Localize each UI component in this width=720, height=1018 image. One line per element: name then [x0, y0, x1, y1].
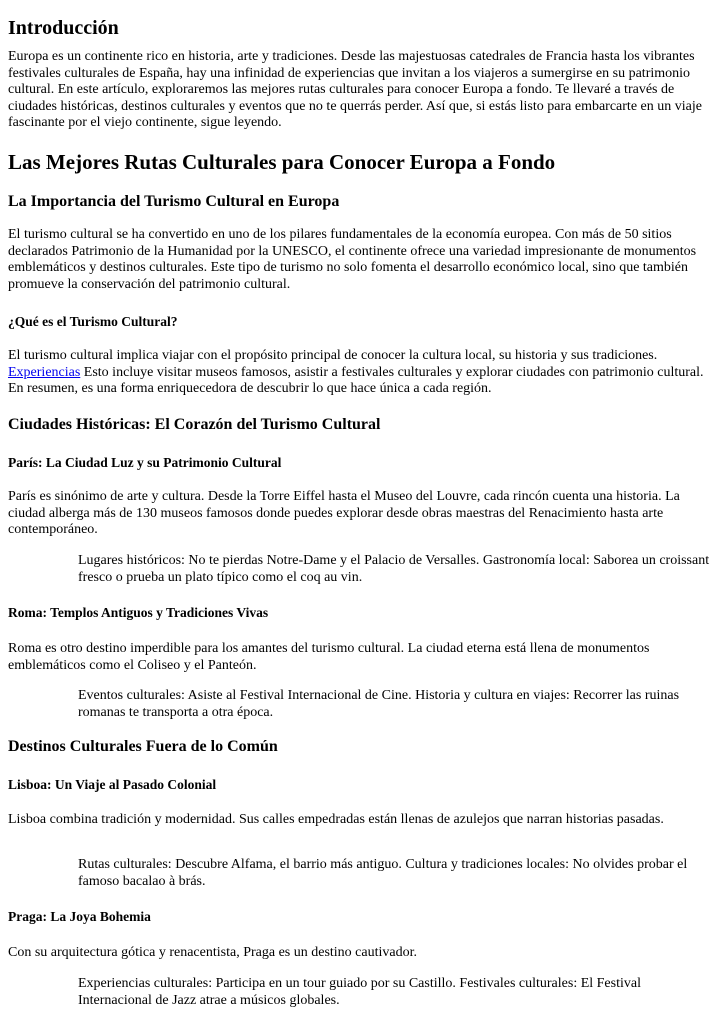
intro-heading: Introducción	[8, 17, 119, 39]
what-is-text-start: El turismo cultural implica viajar con el propósito principal de conocer la cultura local, su historia y sus tradiciones.	[8, 348, 658, 363]
what-is-text-end: Esto incluye visitar museos famosos, asistir a festivales culturales y explorar ciudades con patrimonio cultural. En resumen, es una forma enriquecedora de descubrir lo que hace única a cada región.	[8, 364, 704, 396]
importance-paragraph: El turismo cultural se ha convertido en uno de los pilares fundamentales de la economía europea. Con más de 50 sitios declarados Patrimonio de la Humanidad por la UNESCO, el continente ofrece una variedad impresionante de monumentos emblemáticos y destinos culturales. Este tipo de turismo no solo fomenta el desarrollo económico local, sino que también promueve la conservación del patrimonio cultural.	[8, 227, 697, 292]
praga-paragraph: Con su arquitectura gótica y renacentista, Praga es un destino cautivador.	[8, 945, 417, 960]
intro-paragraph: Europa es un continente rico en historia, arte y tradiciones. Desde las majestuosas catedrales de Francia hasta los vibrantes festivales culturales de España, hay una infinidad de experiencias que invitan a los viajeros a sumergirse en su patrimonio cultural. En este artículo, exploraremos las mejores rutas culturales para conocer Europa a fondo. Te llevaré a través de ciudades históricas, destinos culturales y eventos que no te querrás perder. Así que, si estás listo para embarcarte en un viaje fascinante por el viejo continente, sigue leyendo.	[8, 49, 702, 130]
roma-paragraph: Roma es otro destino imperdible para los amantes del turismo cultural. La ciudad eterna está llena de monumentos emblemáticos como el Coliseo y el Panteón.	[8, 641, 650, 673]
experiencias-link[interactable]: Experiencias	[8, 364, 81, 380]
paris-paragraph: París es sinónimo de arte y cultura. Desde la Torre Eiffel hasta el Museo del Louvre, cada rincón cuenta una historia. La ciudad alberga más de 130 museos famosos donde puedes explorar desde obras maestras del Renacimiento hasta arte contemporáneo.	[8, 489, 680, 537]
roma-note: Eventos culturales: Asiste al Festival Internacional de Cine. Historia y cultura en viajes: Recorrer las ruinas romanas te transporta a otra época.	[78, 688, 680, 720]
roma-heading: Roma: Templos Antiguos y Tradiciones Vivas	[8, 605, 269, 620]
paris-note: Lugares históricos: No te pierdas Notre-Dame y el Palacio de Versalles. Gastronomía local: Saborea un croissant fresco o prueba un plato típico como el coq au vin.	[78, 553, 710, 585]
praga-note: Experiencias culturales: Participa en un tour guiado por su Castillo. Festivales culturales: El Festival Internacional de Jazz atrae a músicos globales.	[78, 976, 641, 1008]
paris-heading: París: La Ciudad Luz y su Patrimonio Cultural	[8, 455, 282, 470]
importance-heading: La Importancia del Turismo Cultural en Europa	[8, 193, 340, 210]
lisboa-heading: Lisboa: Un Viaje al Pasado Colonial	[8, 777, 217, 792]
what-is-heading: ¿Qué es el Turismo Cultural?	[8, 314, 178, 329]
lisboa-paragraph: Lisboa combina tradición y modernidad. Sus calles empedradas están llenas de azulejos que narran historias pasadas.	[8, 812, 664, 827]
what-is-paragraph	[8, 348, 712, 398]
offbeat-heading: Destinos Culturales Fuera de lo Común	[8, 738, 278, 755]
historic-heading: Ciudades Históricas: El Corazón del Turismo Cultural	[8, 416, 381, 433]
main-title: Las Mejores Rutas Culturales para Conocer Europa a Fondo	[8, 150, 556, 174]
praga-heading: Praga: La Joya Bohemia	[8, 909, 151, 924]
lisboa-note: Rutas culturales: Descubre Alfama, el barrio más antiguo. Cultura y tradiciones locales: No olvides probar el famoso bacalao à brás.	[78, 857, 688, 889]
